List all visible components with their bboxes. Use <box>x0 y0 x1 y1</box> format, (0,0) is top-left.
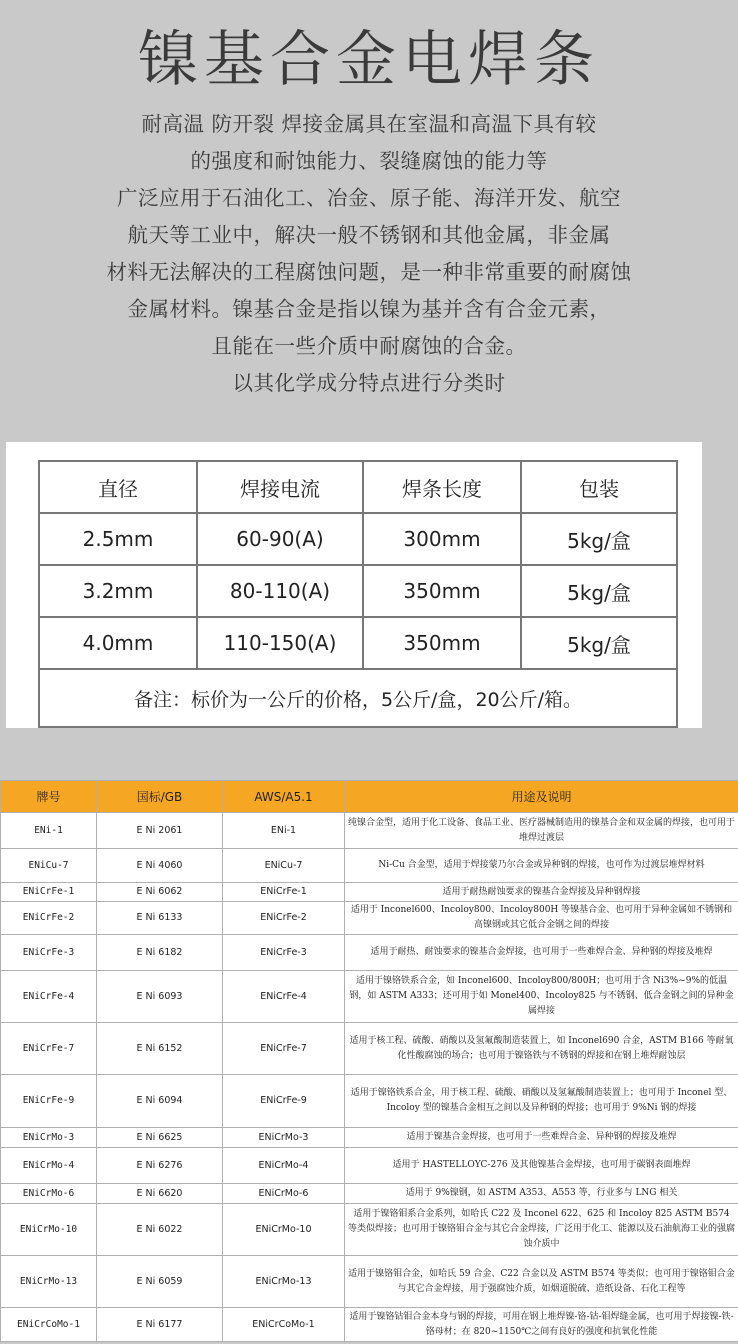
grade-header-cell: 国标/GB <box>97 781 223 813</box>
spec-cell: 350mm <box>363 565 521 617</box>
table-row <box>1 971 738 1023</box>
aws-cell: ENiCrCoMo-1 <box>223 1308 345 1342</box>
grade-code-cell: ENiCu-7 <box>1 849 97 883</box>
aws-cell: ENiCrMo-4 <box>223 1148 345 1184</box>
table-row <box>1 883 738 902</box>
table-row <box>1 1148 738 1184</box>
aws-cell: ENiCrMo-6 <box>223 1184 345 1204</box>
usage-cell: 适用于耐热、耐蚀要求的镍基合金焊接，也可用于一些难焊合金、异种钢的焊接及堆焊 <box>345 935 738 971</box>
intro-text <box>0 106 738 402</box>
spec-cell: 5kg/盒 <box>521 617 677 669</box>
table-row <box>1 1184 738 1204</box>
spec-cell: 5kg/盒 <box>521 565 677 617</box>
grade-code-cell: ENiCrMo-6 <box>1 1184 97 1204</box>
aws-cell: ENiCrMo-13 <box>223 1256 345 1308</box>
spec-row <box>39 617 677 669</box>
grade-header-cell: AWS/A5.1 <box>223 781 345 813</box>
aws-cell: ENiCrFe-3 <box>223 935 345 971</box>
page-title: 镍基合金电焊条 <box>138 25 600 95</box>
usage-cell: Ni-Cu 合金型，适用于焊接蒙乃尔合金或异种钢的焊接，也可作为过渡层堆焊材料 <box>345 849 738 883</box>
gb-cell: E Ni 6133 <box>97 902 223 935</box>
grade-code-cell: ENiCrMo-3 <box>1 1128 97 1148</box>
grade-code-cell: ENiCrMo-4 <box>1 1148 97 1184</box>
spec-row <box>39 565 677 617</box>
usage-cell: 适用于镍铬钴钼合金本身与钢的焊接，可用在钢上堆焊镍-铬-钴-钼焊缝金属，也可用于焊接镍-铁-铬母材；在 820~1150℃之间有良好的强度和抗氧化性能 <box>345 1308 738 1342</box>
aws-cell: ENiCrFe-4 <box>223 971 345 1023</box>
usage-cell: 适用于核工程、硫酸、硝酸以及氢氟酸制造装置上，如 Inconel690 合金，ASTM B166 等耐氧化性酸腐蚀的场合；也可用于镍铬铁与不锈钢的焊接和在钢上堆焊耐蚀层 <box>345 1023 738 1075</box>
intro-line: 广泛应用于石油化工、冶金、原子能、海洋开发、航空 <box>117 186 621 210</box>
usage-cell: 适用于镍铬铁系合金，如 Inconel600、Incoloy800/800H；也可用于含 Ni3%~9%的低温钢，如 ASTM A333；还可用于如 Monel400、Incoloy825 与不锈钢、低合金钢之间的异种金属焊接 <box>345 971 738 1023</box>
intro-line: 航天等工业中，解决一般不锈钢和其他金属，非金属 <box>127 223 611 247</box>
grade-header-row <box>1 781 738 813</box>
grade-code-cell: ENi-1 <box>1 813 97 849</box>
gb-cell: E Ni 6620 <box>97 1184 223 1204</box>
gb-cell: E Ni 4060 <box>97 849 223 883</box>
table-row <box>1 1023 738 1075</box>
aws-cell: ENiCrFe-2 <box>223 902 345 935</box>
table-row <box>1 935 738 971</box>
usage-cell: 适用于镍基合金焊接，也可用于一些难焊合金、异种钢的焊接及堆焊 <box>345 1128 738 1148</box>
spec-note-row <box>39 669 677 727</box>
intro-line: 材料无法解决的工程腐蚀问题，是一种非常重要的耐腐蚀 <box>106 260 632 284</box>
aws-cell: ENiCrMo-10 <box>223 1204 345 1256</box>
gb-cell: E Ni 6094 <box>97 1075 223 1128</box>
aws-cell: ENiCu-7 <box>223 849 345 883</box>
grade-code-cell: ENiCrFe-7 <box>1 1023 97 1075</box>
spec-card <box>6 442 702 728</box>
spec-cell: 2.5mm <box>39 513 197 565</box>
table-row <box>1 1128 738 1148</box>
spec-header-row <box>39 461 677 513</box>
grade-code-cell: ENiCrMo-10 <box>1 1204 97 1256</box>
grade-code-cell: ENiCrFe-2 <box>1 902 97 935</box>
gb-cell: E Ni 6093 <box>97 971 223 1023</box>
usage-cell: 纯镍合金型，适用于化工设备、食品工业、医疗器械制造用的镍基合金和双金属的焊接，也可用于堆焊过渡层 <box>345 813 738 849</box>
intro-line: 的强度和耐蚀能力、裂缝腐蚀的能力等 <box>190 149 548 173</box>
spec-row <box>39 513 677 565</box>
grade-code-cell: ENiCrFe-4 <box>1 971 97 1023</box>
intro-line: 且能在一些介质中耐腐蚀的合金。 <box>211 334 527 358</box>
gb-cell: E Ni 6625 <box>97 1128 223 1148</box>
intro-line: 以其化学成分特点进行分类时 <box>232 371 506 395</box>
usage-cell: 适用于镍铬铁系合金，用于核工程、硫酸、硝酸以及氢氟酸制造装置上；也可用于 Inconel 型、Incoloy 型的镍基合金相互之间以及异种钢的焊接；也可用于 9%Ni 钢的焊接 <box>345 1075 738 1128</box>
intro-line: 金属材料。镍基合金是指以镍为基并含有合金元素， <box>127 297 611 321</box>
usage-cell: 适用于 9%镍钢，如 ASTM A353、A553 等，行业多与 LNG 相关 <box>345 1184 738 1204</box>
gb-cell: E Ni 6276 <box>97 1148 223 1184</box>
grade-code-cell: ENiCrMo-13 <box>1 1256 97 1308</box>
spec-header-cell: 直径 <box>39 461 197 513</box>
grade-code-cell: ENiCrFe-1 <box>1 883 97 902</box>
spec-cell: 3.2mm <box>39 565 197 617</box>
spec-header-cell: 焊接电流 <box>197 461 363 513</box>
spec-header-cell: 焊条长度 <box>363 461 521 513</box>
aws-cell: ENi-1 <box>223 813 345 849</box>
spec-table <box>38 460 678 728</box>
usage-cell: 适用于 Inconel600、Incoloy800、Incoloy800H 等镍基合金、也可用于异种金属如不锈钢和高镍钢或其它低合金钢之间的焊接 <box>345 902 738 935</box>
spec-cell: 80-110(A) <box>197 565 363 617</box>
aws-cell: ENiCrFe-1 <box>223 883 345 902</box>
table-row <box>1 1204 738 1256</box>
usage-cell: 适用于镍铬钼系合金系列，如哈氏 C22 及 Inconel 622、625 和 Incoloy 825 ASTM B574 等类似焊接；也可用于镍铬钼合金与其它合金焊接，广泛用于化工、能源以及石油航海工业的强腐蚀介质中 <box>345 1204 738 1256</box>
gb-cell: E Ni 6062 <box>97 883 223 902</box>
spec-cell: 60-90(A) <box>197 513 363 565</box>
aws-cell: ENiCrFe-7 <box>223 1023 345 1075</box>
spec-cell: 110-150(A) <box>197 617 363 669</box>
table-row <box>1 1075 738 1128</box>
grade-header-cell: 牌号 <box>1 781 97 813</box>
intro-line: 耐高温 防开裂 焊接金属具在室温和高温下具有较 <box>141 112 597 136</box>
gb-cell: E Ni 6177 <box>97 1308 223 1342</box>
aws-cell: ENiCrMo-3 <box>223 1128 345 1148</box>
spec-cell: 300mm <box>363 513 521 565</box>
grade-header-cell: 用途及说明 <box>345 781 738 813</box>
table-row <box>1 1308 738 1342</box>
grade-code-cell: ENiCrFe-9 <box>1 1075 97 1128</box>
spec-cell: 4.0mm <box>39 617 197 669</box>
table-row <box>1 813 738 849</box>
aws-cell: ENiCrFe-9 <box>223 1075 345 1128</box>
spec-header-cell: 包装 <box>521 461 677 513</box>
table-row <box>1 1256 738 1308</box>
spec-note: 备注：标价为一公斤的价格，5公斤/盒，20公斤/箱。 <box>39 669 677 727</box>
usage-cell: 适用于 HASTELLOYC-276 及其他镍基合金焊接，也可用于碳钢表面堆焊 <box>345 1148 738 1184</box>
spec-cell: 350mm <box>363 617 521 669</box>
usage-cell: 适用于耐热耐蚀要求的镍基合金焊接及异种钢焊接 <box>345 883 738 902</box>
usage-cell: 适用于镍铬钼合金，如哈氏 59 合金、C22 合金以及 ASTM B574 等类似；也可用于镍铬钼合金与其它合金焊接，用于强腐蚀介质，如烟道脱硫、造纸设备、石化工程等 <box>345 1256 738 1308</box>
gb-cell: E Ni 6059 <box>97 1256 223 1308</box>
table-row <box>1 902 738 935</box>
gb-cell: E Ni 6022 <box>97 1204 223 1256</box>
gb-cell: E Ni 6182 <box>97 935 223 971</box>
gb-cell: E Ni 6152 <box>97 1023 223 1075</box>
grade-code-cell: ENiCrFe-3 <box>1 935 97 971</box>
table-row <box>1 849 738 883</box>
grade-code-cell: ENiCrCoMo-1 <box>1 1308 97 1342</box>
grade-table <box>0 780 738 1342</box>
gb-cell: E Ni 2061 <box>97 813 223 849</box>
grade-table-body <box>1 813 738 1342</box>
spec-cell: 5kg/盒 <box>521 513 677 565</box>
